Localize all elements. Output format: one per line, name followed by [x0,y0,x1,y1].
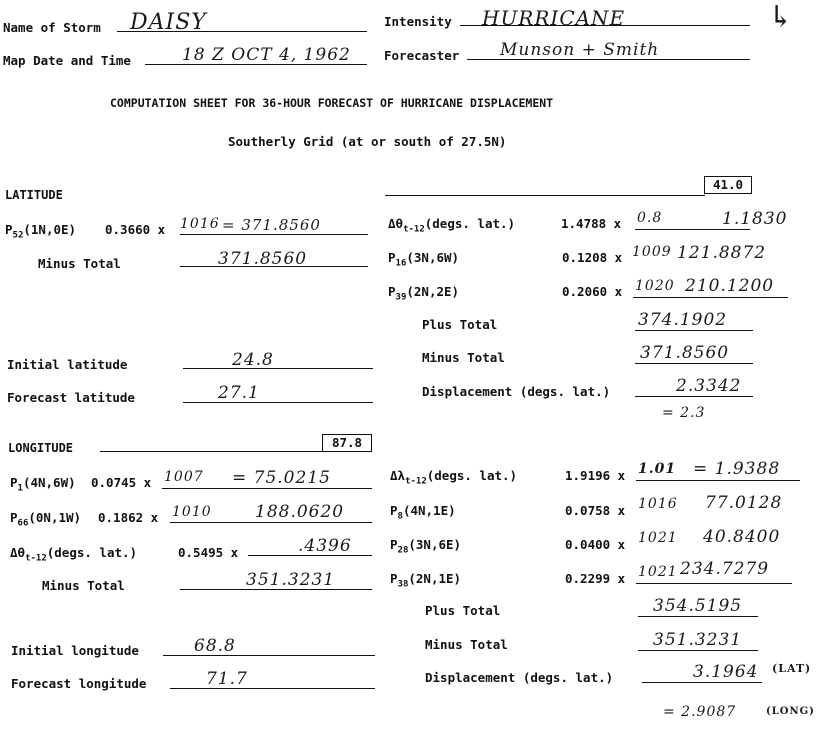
forecaster-label: Forecaster [384,48,460,63]
lat-dtheta-coef: 1.4788 x [561,216,622,231]
lon-p38-coef: 0.2299 x [565,571,626,586]
lat-p52-coef: 0.3660 x [105,222,166,237]
lon-displacement-label: Displacement (degs. lat.) [425,670,614,685]
lat-plus-total-line [635,330,753,331]
initial-longitude-line [163,655,375,656]
lon-p38-factor: 1021 [638,564,678,580]
lat-p52-line [180,234,368,235]
initial-latitude-line [183,368,373,369]
lat-displacement-line [635,396,753,397]
storm-name-label: Name of Storm [3,20,101,35]
lon-p28-term: $P_{28}(3N,6E)$ [390,537,462,556]
lat-p39-result: 210.1200 [685,276,775,296]
longitude-header-line [100,451,322,452]
forecast-longitude-label: Forecast longitude [11,676,147,691]
initial-longitude-label: Initial longitude [11,643,139,658]
lon-plus-total-value: 354.5195 [653,596,743,616]
forecaster-value: Munson + Smith [500,40,660,60]
lat-dtheta-factor: 0.8 [637,210,663,226]
lon-p28-coef: 0.0400 x [565,537,626,552]
longitude-heading: LONGITUDE [8,441,74,455]
lon-dlambda-term: $\Delta\lambda_{t-12}(degs$. lat.) [390,468,518,487]
lat-minus-total-r-label: Minus Total [422,350,505,365]
lat-p39-coef: 0.2060 x [562,284,623,299]
map-date-label: Map Date and Time [3,53,131,68]
lon-p66-factor: 1010 [172,504,212,520]
lon-displacement-line [642,682,762,683]
lon-dlambda-line [636,480,800,481]
forecast-longitude-line [170,688,375,689]
lat-displacement-label: Displacement (degs. lat.) [422,384,611,399]
intensity-line [460,25,750,26]
lon-p66-result: 188.0620 [255,502,345,522]
forecast-latitude-line [183,402,373,403]
lon-p1-factor: 1007 [164,469,204,485]
lon-p66-term: $P_{66}(0N,1W)$ [10,510,82,529]
lat-dtheta-term: $\Delta\theta_{t-12}(degs$. lat.) [388,216,516,235]
storm-name-line [117,31,367,32]
corner-arrow-mark: ↳ [768,0,795,35]
lat-p39-factor: 1020 [635,278,675,294]
lat-minus-total-line [180,266,368,267]
lon-p28-factor: 1021 [638,530,678,546]
lon-dlambda-coef: 1.9196 x [565,468,626,483]
lat-displacement-value: 2.3342 [676,376,742,396]
lat-plus-total-value: 374.1902 [638,310,728,330]
lat-dtheta-line [635,229,750,230]
lon-p1-line [162,488,372,489]
lon-minus-total-line [180,589,372,590]
lon-p38-term: $P_{38}(2N,1E)$ [390,571,462,590]
lat-p39-term: $P_{39}(2N,2E)$ [388,284,460,303]
lat-minus-total-r-value: 371.8560 [640,343,730,363]
lon-displacement-converted: = 2.9087 [663,704,737,720]
initial-latitude-value: 24.8 [232,350,274,370]
lat-p52-term: $P_{52}(1N,0E)$ [5,222,77,241]
lat-p16-result: 121.8872 [677,243,767,263]
lon-p1-term: $P_1(4N,6W)$ [10,475,76,494]
lon-displacement-note: (LAT) [772,662,812,675]
lon-plus-total-label: Plus Total [425,603,501,618]
sheet-subtitle: Southerly Grid (at or south of 27.5N) [228,134,507,149]
map-date-value: 18 Z OCT 4, 1962 [182,45,351,65]
storm-name-value: DAISY [130,10,207,35]
lat-p16-factor: 1009 [632,244,672,260]
forecast-latitude-label: Forecast latitude [7,390,135,405]
lon-displacement-value: 3.1964 [693,662,759,682]
lat-p16-coef: 0.1208 x [562,250,623,265]
lon-p8-coef: 0.0758 x [565,503,626,518]
latitude-constant-box: 41.0 [704,176,752,194]
lat-p39-line [633,297,788,298]
lon-p38-result: 234.7279 [680,559,770,579]
lat-p16-term: $P_{16}(3N,6W)$ [388,250,460,269]
lon-p8-result: 77.0128 [705,493,783,513]
lon-dtheta-coef: 0.5495 x [178,545,239,560]
lon-plus-total-line [638,616,758,617]
lat-p52-result: = 371.8560 [222,216,321,234]
lon-p1-result: = 75.0215 [232,468,331,488]
longitude-constant-box: 87.8 [322,434,372,452]
lon-p38-line [636,583,792,584]
lon-displacement-converted-note: (LONG) [766,706,815,717]
lon-dtheta-result: .4396 [298,536,352,556]
lat-minus-total-label: Minus Total [38,256,121,271]
map-date-line [145,64,367,65]
lon-minus-total-label: Minus Total [42,578,125,593]
latitude-header-line [385,195,705,196]
forecaster-line [467,59,750,60]
lon-minus-total-r-value: 351.3231 [653,630,743,650]
lon-minus-total-r-line [638,650,758,651]
lon-dlambda-result: = 1.9388 [693,459,781,479]
lon-p1-coef: 0.0745 x [91,475,152,490]
latitude-heading: LATITUDE [5,188,63,202]
lat-dtheta-result: 1.1830 [722,209,788,229]
lon-dlambda-factor: 1.01 [638,461,677,477]
lat-plus-total-label: Plus Total [422,317,498,332]
lon-dtheta-term: $\Delta\theta_{t-12}(degs$. lat.) [10,545,138,564]
lon-dtheta-line [248,555,372,556]
lat-displacement-rounded: = 2.3 [662,405,706,421]
forecast-longitude-value: 71.7 [206,669,248,689]
lon-p66-line [170,522,372,523]
lat-minus-total-r-line [635,363,753,364]
lat-minus-total-value: 371.8560 [218,249,308,269]
sheet-title: COMPUTATION SHEET FOR 36-HOUR FORECAST OF HURRICANE DISPLACEMENT [110,96,554,110]
initial-latitude-label: Initial latitude [7,357,128,372]
lon-minus-total-value: 351.3231 [246,570,336,590]
forecast-latitude-value: 27.1 [218,383,260,403]
lon-minus-total-r-label: Minus Total [425,637,508,652]
lon-p28-result: 40.8400 [703,527,781,547]
intensity-label: Intensity [384,14,452,29]
lat-p52-factor: 1016 [180,216,220,232]
initial-longitude-value: 68.8 [194,636,236,656]
intensity-value: HURRICANE [482,6,626,30]
lon-p8-term: $P_8(4N,1E)$ [390,503,456,522]
lon-p8-factor: 1016 [638,496,678,512]
lon-p66-coef: 0.1862 x [98,510,159,525]
